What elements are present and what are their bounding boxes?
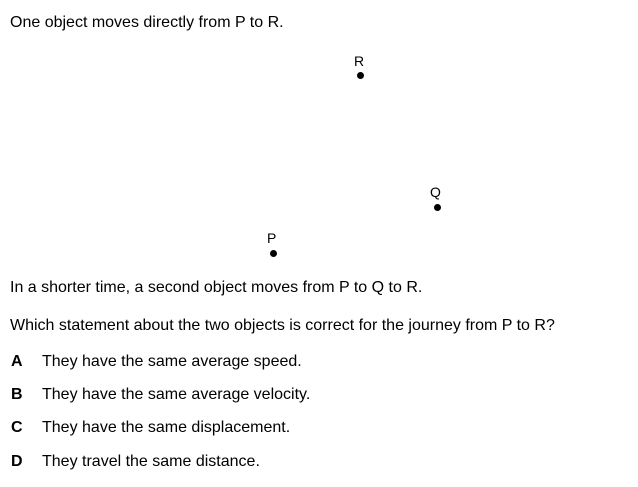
question-prompt: Which statement about the two objects is correct for the journey from P to R?: [10, 317, 555, 334]
option-letter: D: [11, 453, 23, 470]
question-followup: In a shorter time, a second object moves from P to Q to R.: [10, 279, 423, 296]
option-text: They have the same average speed.: [42, 353, 302, 370]
option-letter: B: [11, 386, 23, 403]
point-p-label: P: [267, 230, 277, 246]
option-text: They have the same average velocity.: [42, 386, 311, 403]
point-p-dot: [270, 250, 277, 257]
option-text: They have the same displacement.: [42, 419, 291, 436]
point-q-label: Q: [430, 184, 441, 200]
question-intro: One object moves directly from P to R.: [10, 14, 284, 31]
option-letter: C: [11, 419, 23, 436]
point-r-dot: [357, 72, 364, 79]
point-r-label: R: [354, 53, 365, 69]
option-letter: A: [11, 353, 23, 370]
point-q-dot: [434, 204, 441, 211]
option-c[interactable]: [11, 418, 290, 438]
option-a[interactable]: [11, 352, 302, 372]
option-d[interactable]: [11, 452, 260, 472]
option-text: They travel the same distance.: [42, 453, 260, 470]
option-b[interactable]: [11, 385, 310, 405]
